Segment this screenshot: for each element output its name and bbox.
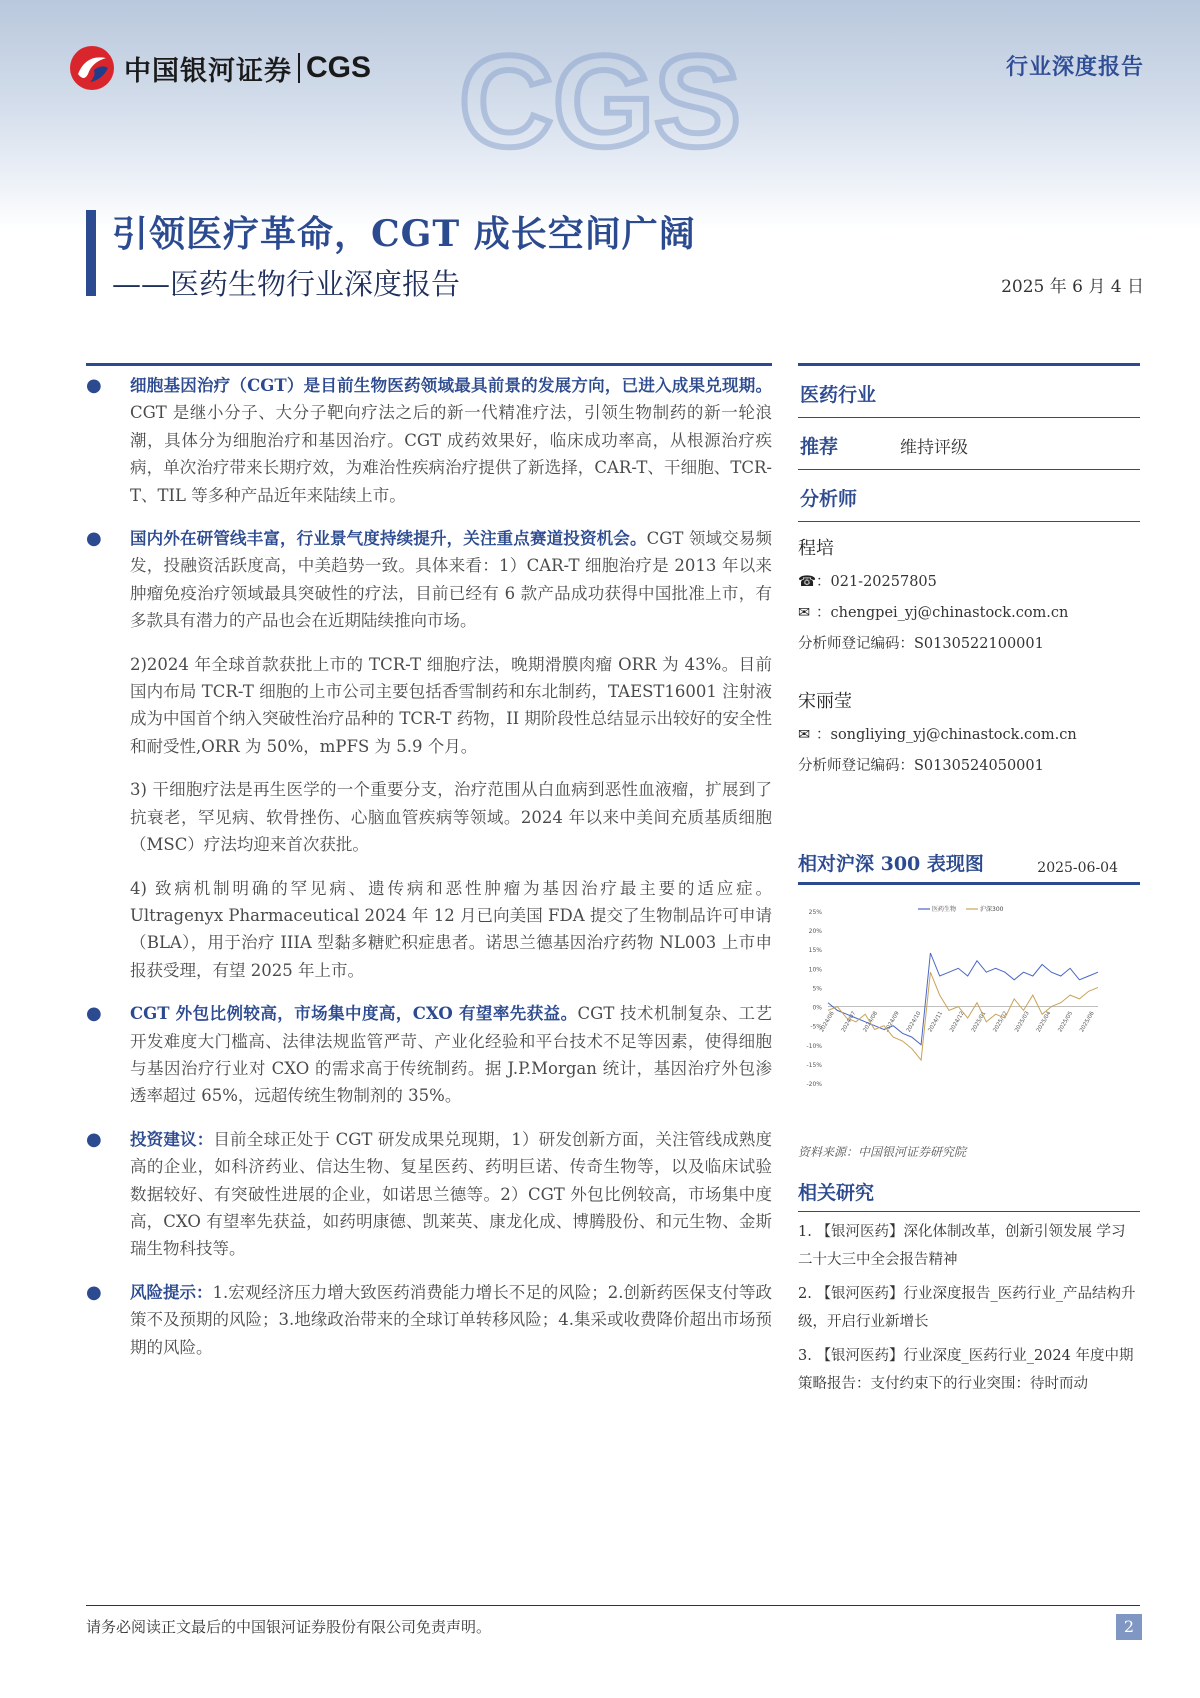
mail-icon: ✉ [798, 727, 811, 743]
rating-label: 推荐 [800, 436, 839, 458]
report-subtitle: ——医药生物行业深度报告 [112, 267, 461, 301]
divider [798, 521, 1140, 522]
y-tick-label: 20% [808, 928, 822, 936]
point-2-body: CGT 领域交易频发，投融资活跃度高，中美趋势一致。具体来看：1）CAR-T 细胞治疗是 2013 年以来肿瘤免疫治疗领域最具突破性的疗法，目前已经有 6 款产品成功获得中国批准上市，有多款具有潜力的产品也会在近期陆续推向市场。 [130, 529, 773, 631]
chart-date: 2025-06-04 [1037, 860, 1118, 876]
x-tick-label: 2025/03 [1014, 1010, 1031, 1034]
logo-english: CGS [306, 51, 372, 84]
chart-header [798, 849, 1140, 885]
analyst-1-email[interactable] [798, 601, 1140, 622]
point-1-headline: 细胞基因治疗（CGT）是目前生物医药领域最具前景的发展方向，已进入成果兑现期。 [130, 376, 772, 395]
analyst-1-phone [798, 570, 1140, 591]
logo-mark-icon [68, 44, 116, 92]
x-tick-label: 2024/12 [949, 1010, 966, 1034]
report-title: 引领医疗革命，CGT 成长空间广阔 [112, 213, 696, 255]
related-item[interactable]: 1. 【银河医药】深化体制改革，创新引领发展 学习二十大三中全会报告精神 [798, 1224, 1126, 1268]
bullet-icon: ● [86, 375, 102, 396]
analyst-1-name: 程培 [798, 538, 834, 559]
logo-separator [298, 53, 300, 83]
x-tick-label: 2024/11 [927, 1010, 945, 1034]
watermark-text: CGS [459, 28, 741, 174]
x-tick-label: 2025/02 [992, 1010, 1010, 1034]
bullet-icon: ● [86, 1003, 102, 1025]
analyst-2-registration: 分析师登记编码：S0130524050001 [798, 758, 1044, 774]
summary-column [86, 372, 772, 1377]
y-tick-label: -20% [806, 1081, 822, 1088]
rating-value: 维持评级 [900, 438, 968, 458]
y-tick-label: 15% [808, 947, 822, 955]
y-tick-label: 10% [808, 966, 822, 974]
summary-point-5 [86, 1279, 772, 1361]
point-5-body: 1.宏观经济压力增大致医药消费能力增长不足的风险；2.创新药医保支付等政策不及预期的风险；3.地缘政治带来的全球订单转移风险；4.集采或收费降价超出市场预期的风险。 [130, 1282, 772, 1357]
bullet-icon: ● [86, 1128, 102, 1150]
point-1-body: CGT 是继小分子、大分子靶向疗法之后的新一代精准疗法，引领生物制药的新一轮浪潮，具体分为细胞治疗和基因治疗。CGT 成药效果好，临床成功率高，从根源治疗疾病，单次治疗带来长期疗效，为难治性疾病治疗提供了新选择，CAR-T、干细胞、TCR-T、TIL 等多种产品近年来陆续上市。 [130, 403, 772, 505]
bullet-icon: ● [86, 1281, 102, 1303]
analyst-heading: 分析师 [800, 488, 858, 510]
logo-chinese: 中国银河证券 [124, 55, 292, 87]
analyst-1-registration: 分析师登记编码：S0130522100001 [798, 636, 1044, 652]
point-2-headline: 国内外在研管线丰富，行业景气度持续提升，关注重点赛道投资机会。 [130, 529, 647, 549]
report-type-label: 行业深度报告 [1005, 54, 1144, 80]
related-item[interactable]: 2. 【银河医药】行业深度报告_医药行业_产品结构升级，开启行业新增长 [798, 1286, 1136, 1330]
chart-title: 相对沪深 300 表现图 [798, 853, 984, 875]
y-tick-label: 0% [812, 1004, 822, 1012]
x-tick-label: 2025/01 [970, 1010, 988, 1034]
performance-chart [798, 897, 1140, 1137]
x-tick-label: 2024/08 [862, 1010, 880, 1034]
legend-label-1: 沪深300 [980, 906, 1004, 913]
legend-label-0: 医药生物 [932, 906, 957, 913]
x-tick-label: 2024/09 [884, 1010, 901, 1034]
analyst-1-email-text[interactable]: ：chengpei_yj@chinastock.com.cn [816, 605, 1069, 621]
title-accent-bar [86, 210, 96, 296]
page-number: 2 [1116, 1614, 1142, 1640]
summary-point-1 [86, 372, 772, 509]
sidebar [798, 363, 1140, 1398]
chart-source: 资料来源：中国银河证券研究院 [798, 1145, 967, 1159]
related-research-heading: 相关研究 [798, 1178, 1140, 1212]
point-2-sub-3: 3) 干细胞疗法是再生医学的一个重要分支，治疗范围从白血病到恶性血液瘤，扩展到了抗衰老，罕见病、软骨挫伤、心脑血管疾病等领域。2024 年以来中美间充质基质细胞（MSC）疗法均迎来首次获批。 [130, 780, 772, 855]
summary-point-4 [86, 1126, 772, 1263]
report-date: 2025 年 6 月 4 日 [1001, 277, 1144, 297]
point-2-sub-2: 2)2024 年全球首款获批上市的 TCR-T 细胞疗法，晚期滑膜肉瘤 ORR 为 43%。目前国内布局 TCR-T 细胞的上市公司主要包括香雪制药和东北制药，TAEST16001 注射液成为中国首个纳入突破性治疗品种的 TCR-T 药物，II 期阶段性总结显示出较好的安全性和耐受性,ORR 为 50%，mPFS 为 5.9 个月。 [130, 654, 772, 756]
y-tick-label: -5% [810, 1023, 822, 1031]
bullet-icon: ● [86, 528, 102, 550]
company-logo [68, 44, 371, 92]
x-tick-label: 2024/07 [840, 1010, 858, 1034]
related-item[interactable]: 3. 【银河医药】行业深度_医药行业_2024 年度中期策略报告：支付约束下的行业突围：待时而动 [798, 1348, 1134, 1392]
footer-disclaimer: 请务必阅读正文最后的中国银河证券股份有限公司免责声明。 [86, 1618, 492, 1636]
point-3-headline: CGT 外包比例较高，市场集中度高，CXO 有望率先获益。 [130, 1004, 578, 1024]
industry-label: 医药行业 [800, 384, 877, 406]
y-tick-label: 5% [812, 985, 822, 993]
summary-point-2 [86, 525, 772, 635]
analyst-1-phone-text: ：021-20257805 [816, 574, 937, 590]
summary-point-3 [86, 1000, 772, 1110]
performance-chart-svg [798, 897, 1140, 1137]
y-tick-label: -10% [806, 1042, 822, 1050]
x-tick-label: 2025/06 [1079, 1010, 1096, 1034]
point-3-body: CGT 技术机制复杂、工艺开发难度大门槛高、法律法规监管严苛、产业化经验和平台技术不足等因素，使得细胞与基因治疗行业对 CXO 的需求高于传统制药。据 J.P.Morgan 统计，基因治疗外包渗透率超过 65%，远超传统生物制剂的 35%。 [130, 1004, 772, 1106]
cgs-watermark [459, 18, 741, 174]
phone-icon: ☎ [798, 574, 817, 590]
x-tick-label: 2024/10 [905, 1010, 923, 1034]
main-top-rule [86, 363, 772, 366]
point-4-headline: 投资建议： [130, 1129, 214, 1149]
footer-rule [86, 1605, 1140, 1606]
analyst-2-email[interactable] [798, 723, 1140, 744]
y-tick-label: -15% [806, 1061, 822, 1069]
analyst-2-email-text[interactable]: ：songliying_yj@chinastock.com.cn [816, 727, 1077, 743]
x-tick-label: 2024/06 [819, 1010, 836, 1034]
y-tick-label: 25% [808, 909, 822, 916]
analyst-2-name: 宋丽莹 [798, 691, 852, 712]
point-4-body: 目前全球正处于 CGT 研发成果兑现期，1）研发创新方面，关注管线成熟度高的企业，如科济药业、信达生物、复星医药、药明巨诺、传奇生物等，以及临床试验数据较好、有突破性进展的企业，如诺思兰德等。2）CGT 外包比例较高，市场集中度高，CXO 有望率先获益，如药明康德、凯莱英、康龙化成、博腾股份、和元生物、金斯瑞生物科技等。 [130, 1129, 772, 1259]
x-tick-label: 2025/04 [1035, 1010, 1053, 1034]
x-tick-label: 2025/05 [1057, 1010, 1075, 1034]
point-5-headline: 风险提示： [130, 1282, 213, 1302]
rating-row [798, 418, 1140, 469]
mail-icon: ✉ [798, 605, 811, 621]
point-2-sub-4: 4) 致病机制明确的罕见病、遗传病和恶性肿瘤为基因治疗最主要的适应症。Ultragenyx Pharmaceutical 2024 年 12 月已向美国 FDA 提交了生物制品许可申请（BLA），用于治疗 IIIA 型黏多糖贮积症患者。诺思兰德基因治疗药物 NL003 上市申报获受理，有望 2025 年上市。 [130, 878, 772, 980]
